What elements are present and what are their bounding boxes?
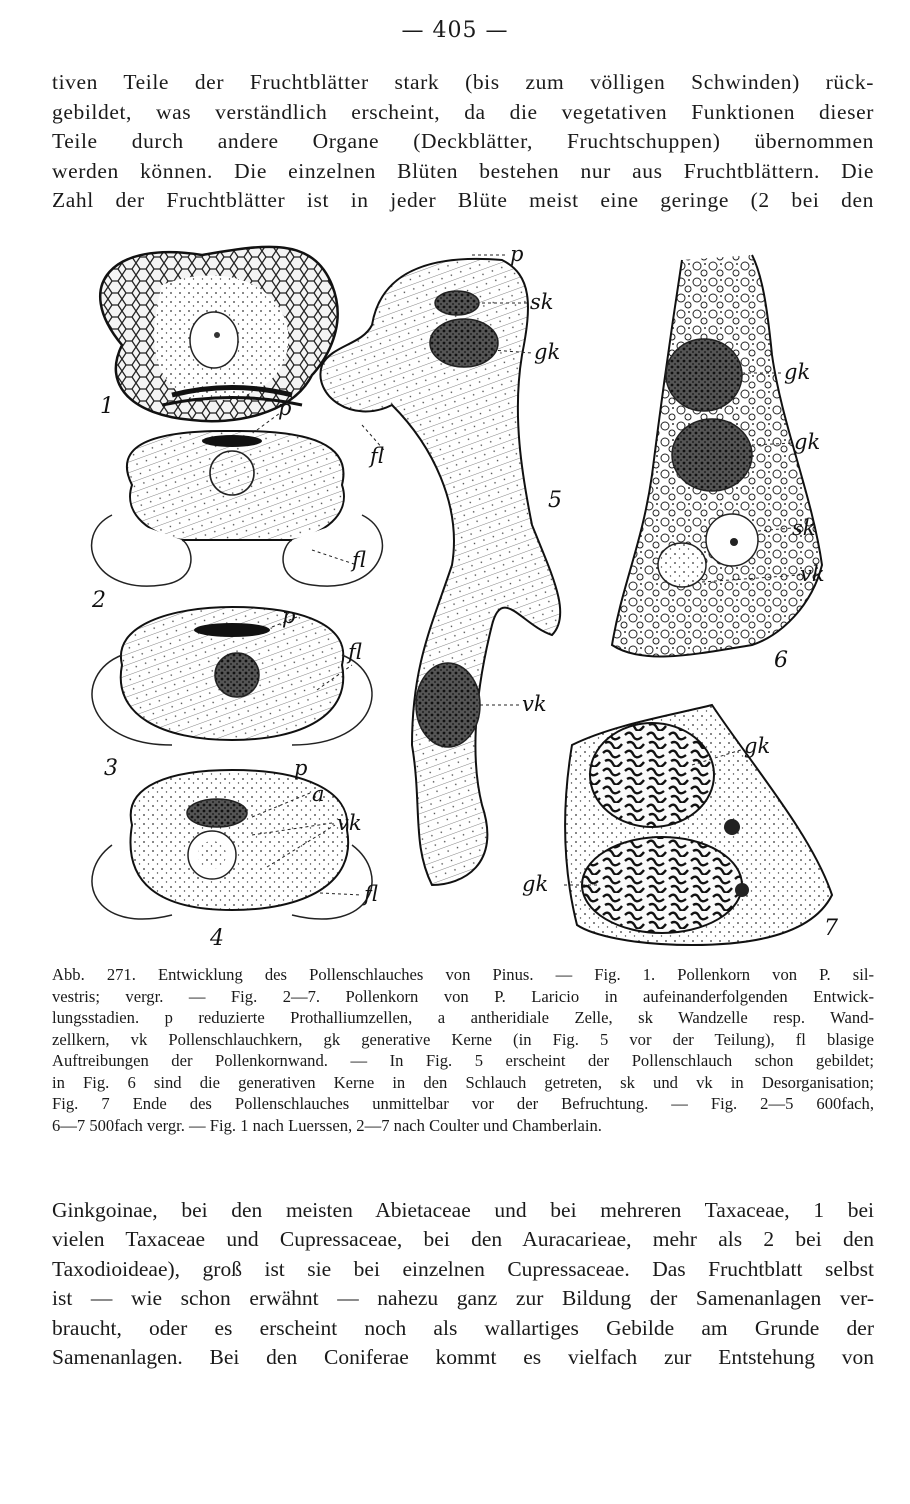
label-p: p (294, 756, 308, 780)
label-gk: gk (794, 430, 821, 454)
fig2-pollen-grain (92, 431, 383, 586)
caption-line: lungsstadien. p reduzierte Prothalliumzellen, a antheridiale Zelle, sk Wandzelle resp. Wand- (52, 1008, 874, 1027)
text-line: braucht, oder es erscheint noch als wallartiges Gebilde am Grunde der (52, 1315, 874, 1340)
label-p: p (282, 604, 296, 628)
fig-number-2: 2 (92, 588, 106, 613)
label-gk: gk (534, 340, 561, 364)
fig-number-3: 3 (104, 756, 118, 781)
label-a: a (312, 782, 325, 806)
text-line: ist — wie schon erwähnt — nahezu ganz zur Bildung der Samenanlagen ver- (52, 1286, 874, 1311)
fig6-pollen-tube-end (612, 255, 822, 657)
page-number: — 405 — (401, 18, 509, 43)
fig-number-1: 1 (100, 394, 114, 419)
label-gk: gk (784, 360, 811, 384)
text-line: Ginkgoinae, bei den meisten Abietaceae und bei mehreren Taxaceae, 1 bei (52, 1198, 874, 1222)
label-vk: vk (522, 692, 547, 716)
label-fl: fl (352, 548, 367, 572)
label-vk: vk (337, 811, 362, 835)
fig4-pollen-grain (92, 770, 372, 919)
fig-number-6: 6 (774, 648, 788, 673)
caption-line: zellkern, vk Pollenschlauchkern, gk generative Kerne (in Fig. 5 vor der Teilung), fl blasige (52, 1029, 874, 1049)
fig7-pollen-tube-end (565, 705, 832, 945)
fig3-pollen-grain (92, 607, 372, 745)
caption-line: 6—7 500fach vergr. — Fig. 1 nach Luerssen, 2—7 nach Coulter und Chamberlain. (52, 1115, 602, 1135)
label-sk: sk (530, 290, 554, 314)
caption-line: Auftreibungen der Pollenkornwand. — In Fig. 5 erscheint der Pollenschlauch schon gebildet; (52, 1051, 874, 1070)
label-gk: gk (522, 872, 549, 896)
label-fl: fl (348, 640, 363, 664)
caption-line: Abb. 271. Entwicklung des Pollenschlauches von Pinus. — Fig. 1. Pollenkorn von P. sil- (52, 965, 874, 984)
text-line: Zahl der Fruchtblätter ist in jeder Blüte meist eine geringe (2 bei den (52, 188, 874, 212)
text-line: Teile durch andere Organe (Deckblätter, Fruchtschuppen) übernommen (52, 129, 874, 153)
label-fl: fl (364, 882, 379, 906)
label-p: p (278, 396, 292, 420)
fig-number-4: 4 (210, 926, 224, 951)
label-sk: sk (792, 516, 816, 540)
label-gk: gk (744, 734, 771, 758)
text-line: Taxodioideae), groß ist sie bei einzelnen Cupressaceae. Das Fruchtblatt selbst (52, 1256, 874, 1281)
figure-caption (52, 964, 874, 1136)
top-paragraph (52, 68, 874, 216)
text-line: gebildet, was verständlich erscheint, da die vegetativen Funktionen dieser (52, 99, 874, 124)
caption-line: vestris; vergr. — Fig. 2—7. Pollenkorn von P. Laricio in aufeinanderfolgenden Entwick- (52, 986, 874, 1006)
label-fl: fl (370, 444, 385, 468)
text-line: vielen Taxaceae und Cupressaceae, bei den Auracarieae, mehr als 2 bei den (52, 1227, 874, 1252)
text-line: Samenanlagen. Bei den Coniferae kommt es vielfach zur Entstehung von (52, 1344, 874, 1369)
caption-line: Fig. 7 Ende des Pollenschlauches unmittelbar vor der Befruchtung. — Fig. 2—5 600fach, (52, 1094, 874, 1113)
text-line: werden können. Die einzelnen Blüten bestehen nur aus Fruchtblättern. Die (52, 158, 874, 183)
label-p: p (510, 245, 524, 266)
fig-number-5: 5 (548, 488, 562, 513)
fig-number-7: 7 (824, 916, 838, 941)
caption-line: in Fig. 6 sind die generativen Kerne in den Schlauch getreten, sk und vk in Desorganisation; (52, 1072, 874, 1092)
label-vk: vk (800, 562, 825, 586)
fig1-pollen-grain (100, 247, 337, 421)
pollen-tube-figure (52, 245, 874, 965)
figure-illustration (52, 245, 874, 965)
bottom-paragraph (52, 1196, 874, 1372)
text-line: tiven Teile der Fruchtblätter stark (bis zum völligen Schwinden) rück- (52, 70, 874, 94)
